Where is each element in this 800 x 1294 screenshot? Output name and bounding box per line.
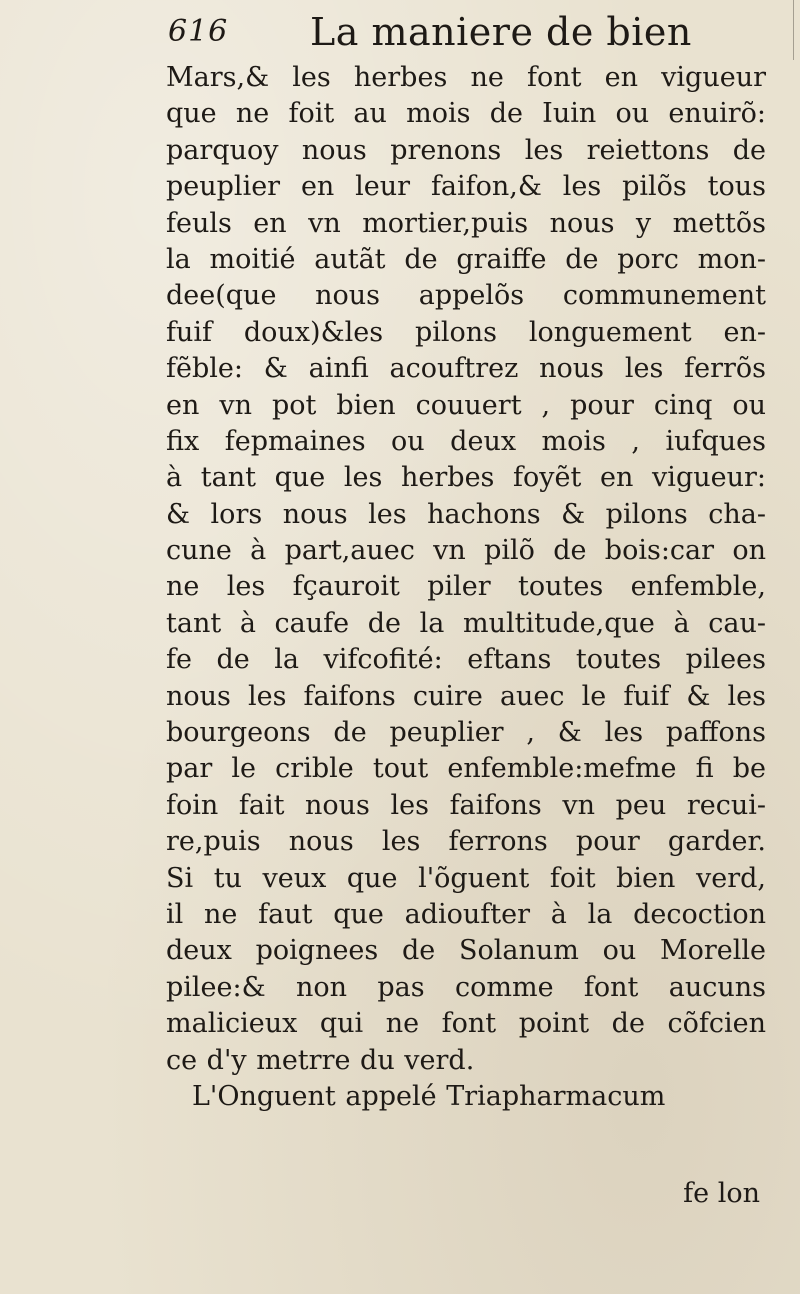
text-line: la moitié autãt de graiffe de porc mon- <box>166 243 766 275</box>
text-line: pilee:& non pas comme font aucuns <box>166 971 766 1003</box>
text-line: & lors nous les hachons & pilons cha- <box>166 498 766 530</box>
text-line: tant à caufe de la multitude,que à cau- <box>166 607 766 639</box>
text-line: bourgeons de peuplier , & les paffons <box>166 717 766 749</box>
text-line: il ne faut que adioufter à la decoction <box>166 898 766 930</box>
text-line: nous les faifons cuire auec le fuif & les <box>166 680 766 712</box>
text-line: re,puis nous les ferrons pour garder. <box>166 826 766 858</box>
text-line: fix fepmaines ou deux mois , iufques <box>166 425 766 457</box>
text-line: deux poignees de Solanum ou Morelle <box>166 935 766 967</box>
text-line: fe de la vifcofité: eftans toutes pilees <box>166 644 766 676</box>
text-line: Si tu veux que l'õguent foit bien verd, <box>166 862 766 894</box>
page-number: 616 <box>168 14 229 49</box>
running-title: La maniere de bien <box>310 10 692 54</box>
text-line: feuls en vn mortier,puis nous y mettõs <box>166 207 766 239</box>
text-line: ce d'y metrre du verd. <box>166 1044 475 1076</box>
body-text <box>166 60 766 1115</box>
text-line: fẽble: & ainfi acouftrez nous les ferrõs <box>166 353 766 385</box>
text-line: que ne foit au mois de Iuin ou enuirõ: <box>166 98 766 130</box>
catchword: fe lon <box>683 1178 760 1209</box>
text-line: malicieux qui ne font point de cõfcien <box>166 1008 766 1040</box>
text-line: fuif doux)&les pilons longuement en- <box>166 316 766 348</box>
text-line: foin fait nous les faifons vn peu recui- <box>166 789 766 821</box>
text-line: peuplier en leur faifon,& les pilõs tous <box>166 171 766 203</box>
text-line: en vn pot bien couuert , pour cinq ou <box>166 389 766 421</box>
text-line: Mars,& les herbes ne font en vigueur <box>166 62 766 93</box>
page-edge-shadow <box>793 0 794 60</box>
text-line: à tant que les herbes foyẽt en vigueur: <box>166 462 766 494</box>
text-line: par le crible tout enfemble:mefme fi be <box>166 753 766 785</box>
text-line: parquoy nous prenons les reiettons de <box>166 134 766 166</box>
text-line: ne les fçauroit piler toutes enfemble, <box>166 571 766 603</box>
page-header <box>168 10 768 66</box>
text-line: dee(que nous appelõs communement <box>166 280 766 312</box>
section-title: L'Onguent appelé Triapharmacum <box>192 1080 666 1112</box>
text-line: cune à part,auec vn pilõ de bois:car on <box>166 535 766 567</box>
